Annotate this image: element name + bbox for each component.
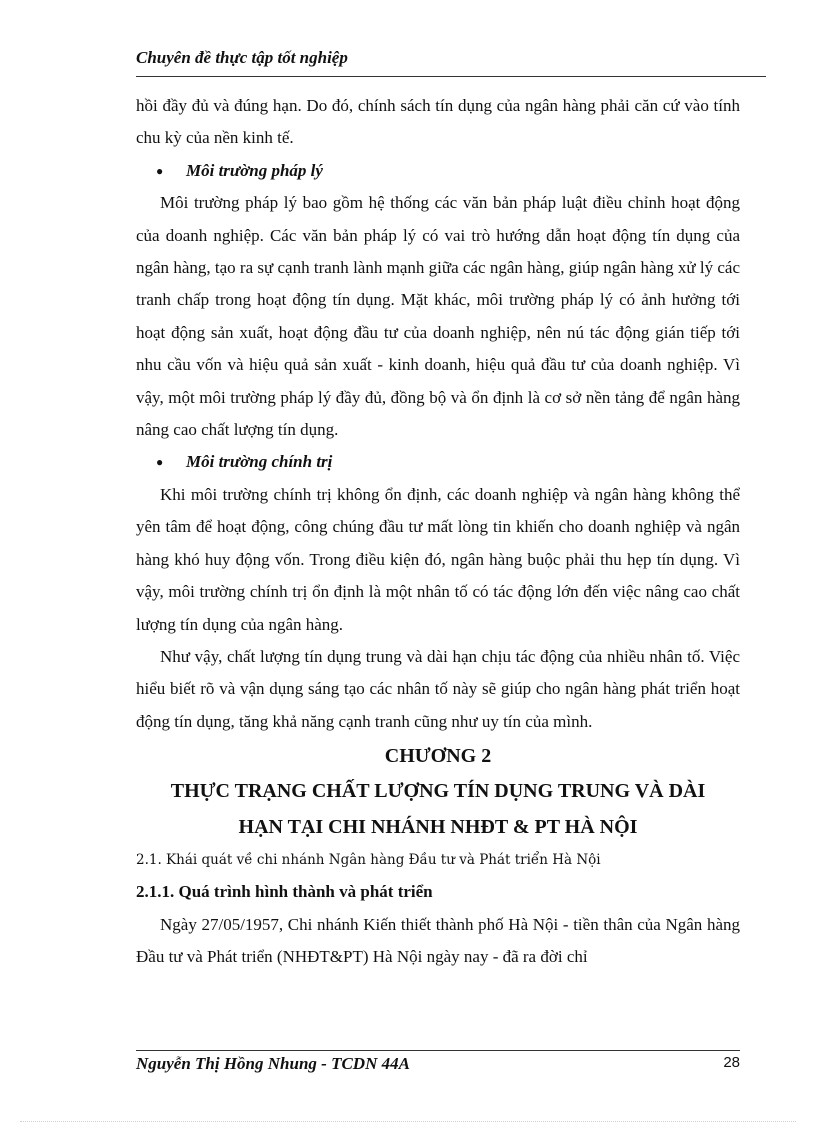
paragraph-conclusion: Như vậy, chất lượng tín dụng trung và dài hạn chịu tác động của nhiều nhân tố. Việc hiểu biết rõ và vận dụng sáng tạo các nhân tố này sẽ giúp cho ngân hàng phát triển hoạt động tín dụng, tăng khả năng cạnh tranh cũng như uy tín của mình. [136, 646, 740, 731]
header-rule [136, 76, 766, 77]
paragraph-legal-environment: Môi trường pháp lý bao gồm hệ thống các văn bản pháp luật điều chỉnh hoạt động của doanh nghiệp. Các văn bản pháp lý có vai trò hướng dẫn hoạt động tín dụng của ngân hàng, tạo ra sự cạnh tranh lành mạnh giữa các ngân hàng, giúp ngân hàng xử lý các tranh chấp trong hoạt động tín dụng. Mặt khác, môi trường pháp lý có ảnh hưởng tới hoạt động sản xuất, hoạt động đầu tư của doanh nghiệp, nên nú tác động gián tiếp tới nhu cầu vốn và hiệu quả sản xuất - kinh doanh, hiệu quả đầu tư của doanh nghiệp. Vì vậy, một môi trường pháp lý đầy đủ, đồng bộ và ổn định là cơ sở nền tảng để ngân hàng nâng cao chất lượng tín dụng. [136, 193, 740, 440]
bullet-political-environment [136, 446, 740, 478]
bullet-political-label: Môi trường chính trị [186, 452, 333, 472]
section-heading-2-1: 2.1. Khái quát về chi nhánh Ngân hàng Đầu tư và Phát triển Hà Nội [136, 851, 601, 868]
chapter-title-line-2: HẠN TẠI CHI NHÁNH NHĐT & PT HÀ NỘI [238, 815, 638, 838]
bullet-legal-environment [136, 155, 740, 187]
bullet-icon: ● [156, 163, 164, 178]
chapter-title-line-1: THỰC TRẠNG CHẤT LƯỢNG TÍN DỤNG TRUNG VÀ DÀI [170, 779, 706, 802]
page-number: 28 [723, 1054, 740, 1071]
page-footer [136, 1054, 740, 1074]
paragraph-history: Ngày 27/05/1957, Chi nhánh Kiến thiết thành phố Hà Nội - tiền thân của Ngân hàng Đầu tư và Phát triển (NHĐT&PT) Hà Nội ngày nay - đã ra đời chỉ [136, 914, 740, 966]
bullet-legal-label: Môi trường pháp lý [186, 160, 323, 180]
bullet-icon: ● [156, 455, 164, 470]
section-heading-2-1-1: 2.1.1. Quá trình hình thành và phát triển [136, 881, 433, 901]
footer-author: Nguyễn Thị Hồng Nhung - TCDN 44A [136, 1054, 410, 1073]
paragraph-economic-cycle: hồi đầy đủ và đúng hạn. Do đó, chính sách tín dụng của ngân hàng phải căn cứ vào tính chu kỳ của nền kinh tế. [136, 96, 740, 148]
footer-rule [136, 1050, 740, 1051]
page-header: Chuyên đề thực tập tốt nghiệp [136, 48, 348, 67]
paragraph-political-environment: Khi môi trường chính trị không ổn định, các doanh nghiệp và ngân hàng không thể yên tâm để hoạt động, công chúng đầu tư mất lòng tin khiến cho doanh nghiệp và ngân hàng khó huy động vốn. Trong điều kiện đó, ngân hàng buộc phải thu hẹp tín dụng. Vì vậy, môi trường chính trị ổn định là một nhân tố có tác động lớn đến việc nâng cao chất lượng tín dụng của ngân hàng. [136, 484, 740, 634]
page-edge-divider [20, 1121, 796, 1122]
document-body [136, 90, 740, 973]
chapter-number: CHƯƠNG 2 [384, 745, 492, 768]
